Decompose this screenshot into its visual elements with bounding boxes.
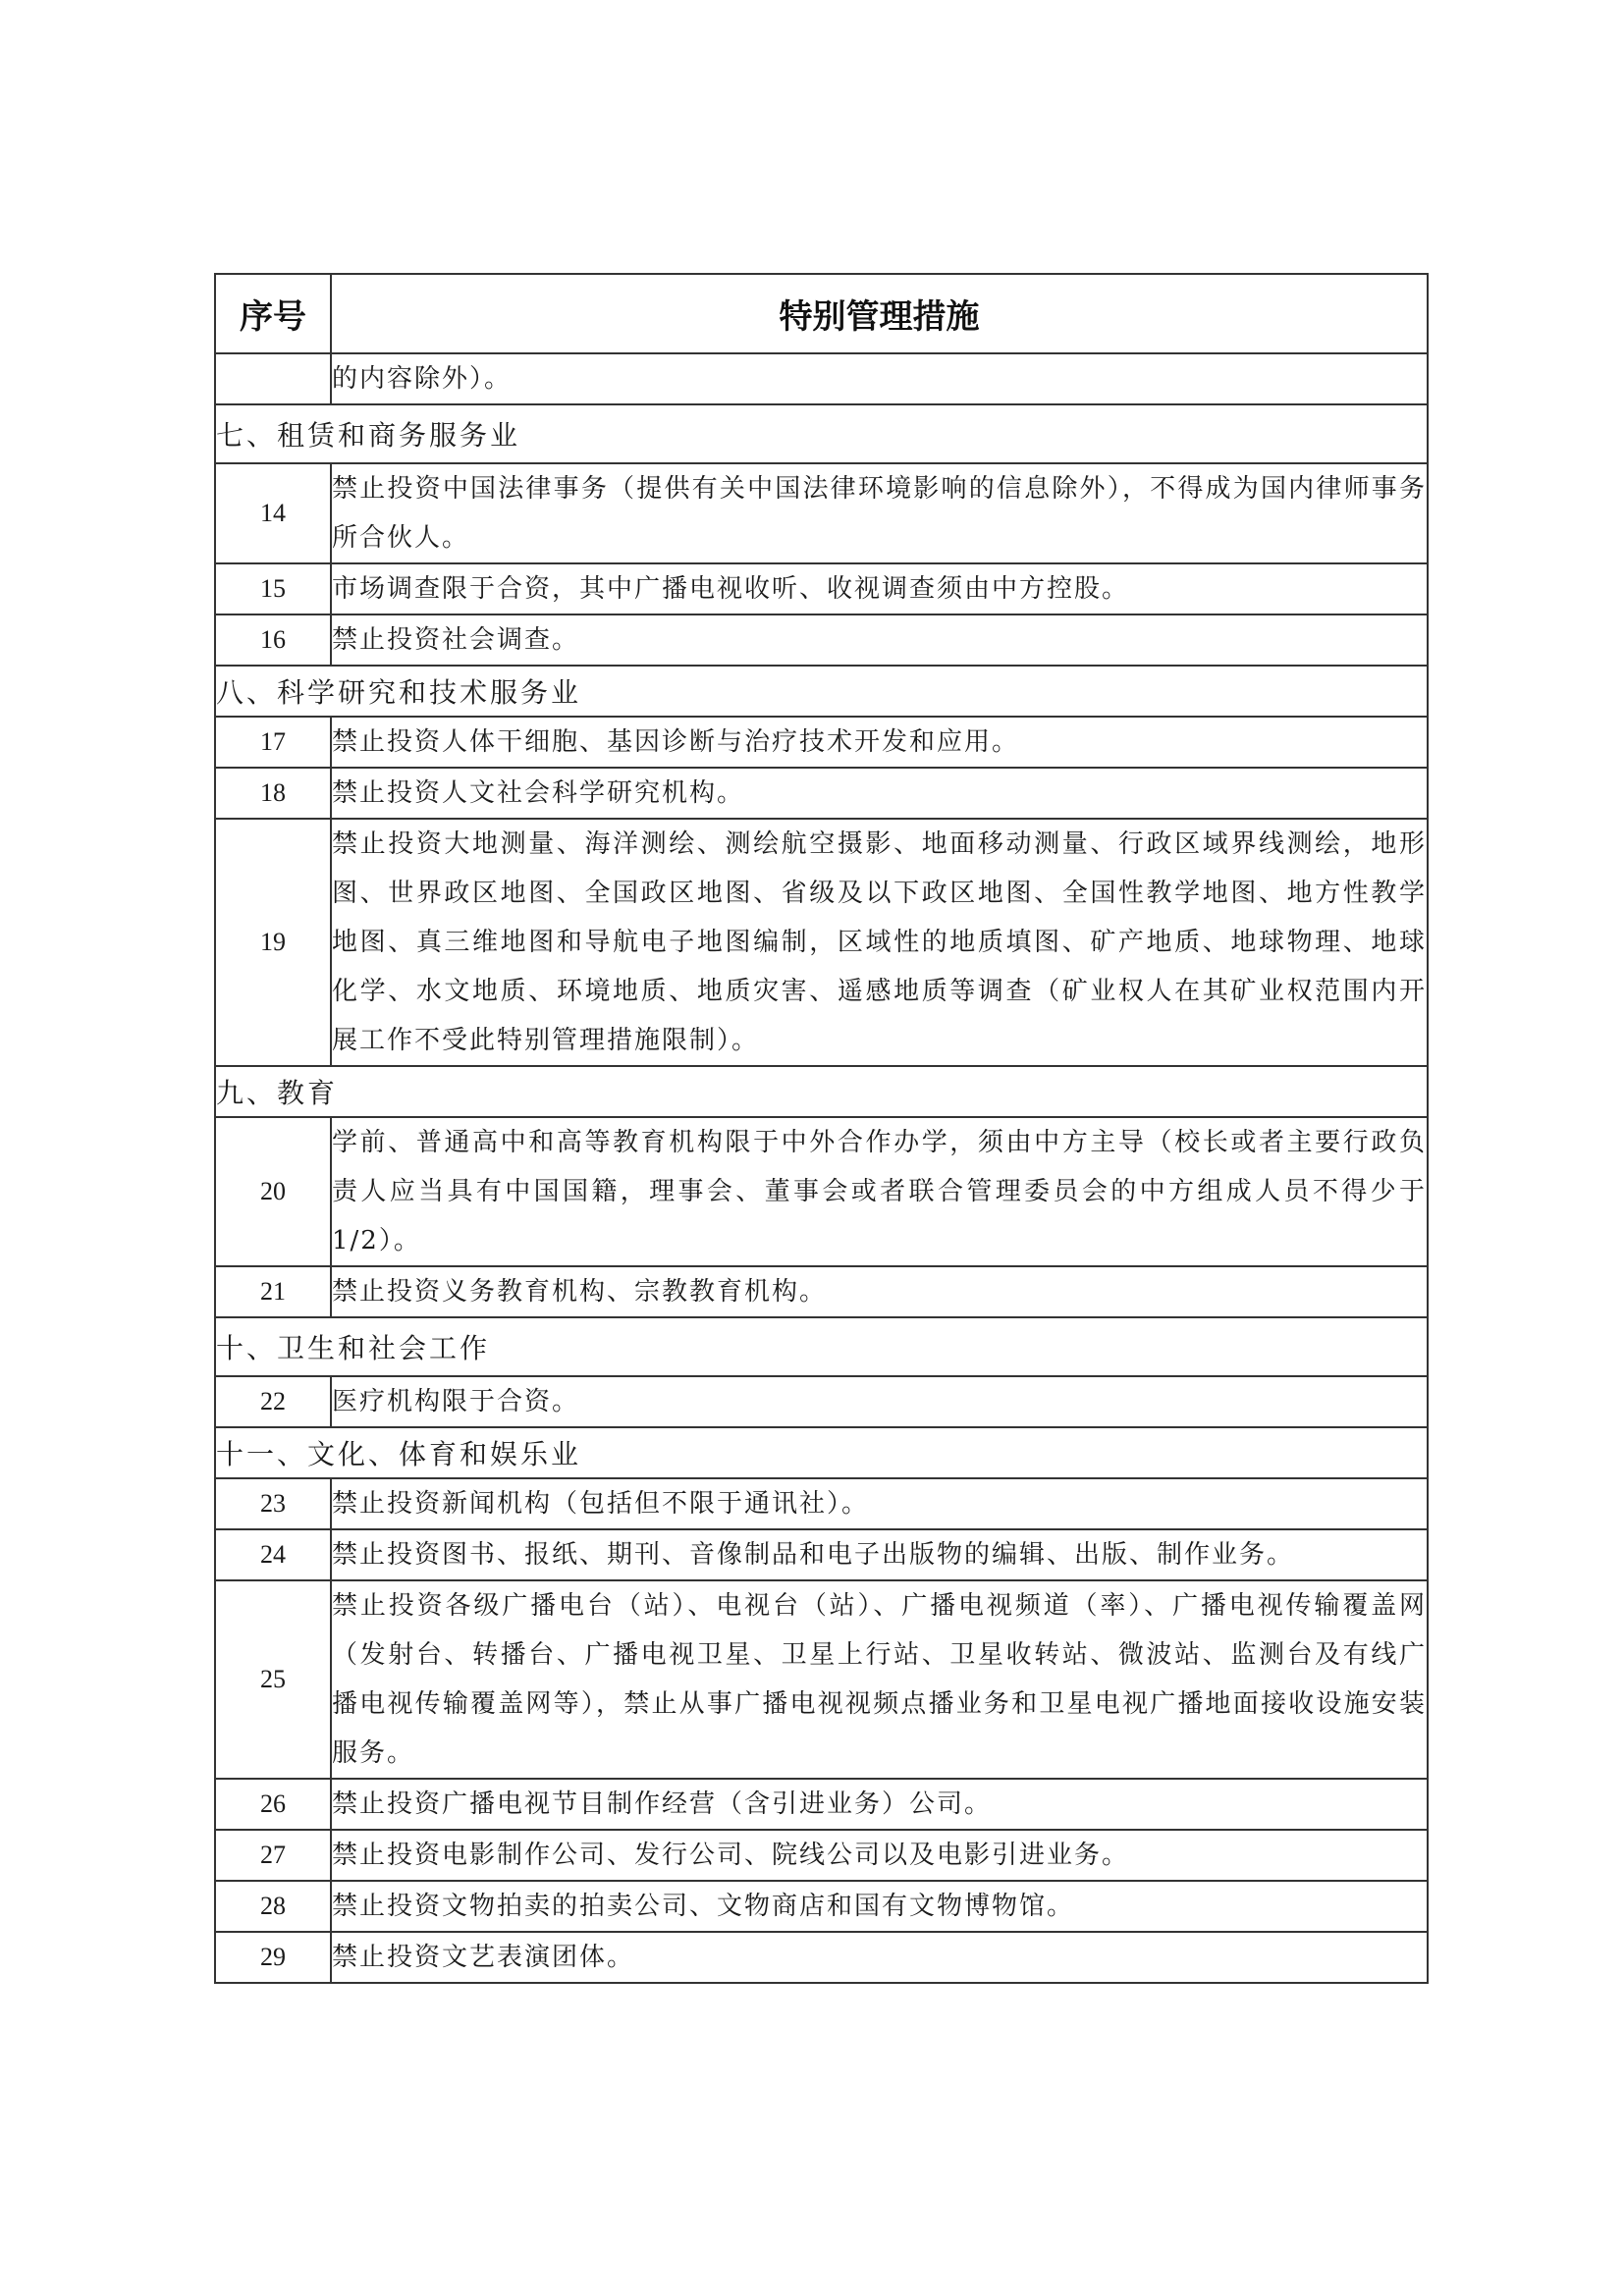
row-number: 26 <box>215 1779 331 1830</box>
table-row <box>215 563 1428 614</box>
table-header-row <box>215 274 1428 353</box>
table-row <box>215 717 1428 768</box>
section-row <box>215 1427 1428 1478</box>
row-text: 禁止投资社会调查。 <box>331 614 1428 666</box>
header-measures: 特别管理措施 <box>331 274 1428 353</box>
row-text: 禁止投资义务教育机构、宗教教育机构。 <box>331 1266 1428 1317</box>
row-number <box>215 353 331 404</box>
table-row <box>215 1376 1428 1427</box>
row-number: 22 <box>215 1376 331 1427</box>
row-number: 29 <box>215 1932 331 1983</box>
row-text: 禁止投资新闻机构（包括但不限于通讯社）。 <box>331 1478 1428 1529</box>
measures-table <box>214 273 1429 1984</box>
table-row <box>215 819 1428 1066</box>
table-row <box>215 1932 1428 1983</box>
table-row <box>215 1529 1428 1580</box>
row-number: 25 <box>215 1580 331 1779</box>
section-title: 十一、文化、体育和娱乐业 <box>215 1427 1428 1478</box>
row-number: 21 <box>215 1266 331 1317</box>
row-number: 23 <box>215 1478 331 1529</box>
row-text: 禁止投资图书、报纸、期刊、音像制品和电子出版物的编辑、出版、制作业务。 <box>331 1529 1428 1580</box>
row-text: 学前、普通高中和高等教育机构限于中外合作办学，须由中方主导（校长或者主要行政负责人应当具有中国国籍，理事会、董事会或者联合管理委员会的中方组成人员不得少于1/2）。 <box>331 1117 1428 1266</box>
table-row <box>215 768 1428 819</box>
section-row <box>215 404 1428 463</box>
row-number: 14 <box>215 463 331 563</box>
section-row <box>215 666 1428 717</box>
row-number: 28 <box>215 1881 331 1932</box>
row-number: 18 <box>215 768 331 819</box>
table-row <box>215 1779 1428 1830</box>
row-text: 禁止投资电影制作公司、发行公司、院线公司以及电影引进业务。 <box>331 1830 1428 1881</box>
table-row <box>215 614 1428 666</box>
table-row <box>215 1117 1428 1266</box>
row-text: 禁止投资人体干细胞、基因诊断与治疗技术开发和应用。 <box>331 717 1428 768</box>
section-row <box>215 1317 1428 1376</box>
row-text: 禁止投资文物拍卖的拍卖公司、文物商店和国有文物博物馆。 <box>331 1881 1428 1932</box>
row-text: 禁止投资文艺表演团体。 <box>331 1932 1428 1983</box>
row-number: 20 <box>215 1117 331 1266</box>
section-title: 七、租赁和商务服务业 <box>215 404 1428 463</box>
table-row <box>215 1266 1428 1317</box>
section-title: 九、教育 <box>215 1066 1428 1117</box>
row-number: 27 <box>215 1830 331 1881</box>
row-number: 17 <box>215 717 331 768</box>
row-text: 市场调查限于合资，其中广播电视收听、收视调查须由中方控股。 <box>331 563 1428 614</box>
section-title: 十、卫生和社会工作 <box>215 1317 1428 1376</box>
row-number: 24 <box>215 1529 331 1580</box>
table-row <box>215 353 1428 404</box>
row-number: 15 <box>215 563 331 614</box>
row-number: 19 <box>215 819 331 1066</box>
table-row <box>215 1478 1428 1529</box>
row-text: 禁止投资大地测量、海洋测绘、测绘航空摄影、地面移动测量、行政区域界线测绘，地形图、世界政区地图、全国政区地图、省级及以下政区地图、全国性教学地图、地方性教学地图、真三维地图和导航电子地图编制，区域性的地质填图、矿产地质、地球物理、地球化学、水文地质、环境地质、地质灾害、遥感地质等调查（矿业权人在其矿业权范围内开展工作不受此特别管理措施限制）。 <box>331 819 1428 1066</box>
row-text: 禁止投资广播电视节目制作经营（含引进业务）公司。 <box>331 1779 1428 1830</box>
section-row <box>215 1066 1428 1117</box>
table-row <box>215 463 1428 563</box>
header-number: 序号 <box>215 274 331 353</box>
row-text: 医疗机构限于合资。 <box>331 1376 1428 1427</box>
row-text: 禁止投资中国法律事务（提供有关中国法律环境影响的信息除外），不得成为国内律师事务所合伙人。 <box>331 463 1428 563</box>
table-row <box>215 1830 1428 1881</box>
row-text: 禁止投资人文社会科学研究机构。 <box>331 768 1428 819</box>
row-text: 的内容除外）。 <box>331 353 1428 404</box>
section-title: 八、科学研究和技术服务业 <box>215 666 1428 717</box>
table-row <box>215 1580 1428 1779</box>
row-number: 16 <box>215 614 331 666</box>
table-row <box>215 1881 1428 1932</box>
row-text: 禁止投资各级广播电台（站）、电视台（站）、广播电视频道（率）、广播电视传输覆盖网（发射台、转播台、广播电视卫星、卫星上行站、卫星收转站、微波站、监测台及有线广播电视传输覆盖网等），禁止从事广播电视视频点播业务和卫星电视广播地面接收设施安装服务。 <box>331 1580 1428 1779</box>
